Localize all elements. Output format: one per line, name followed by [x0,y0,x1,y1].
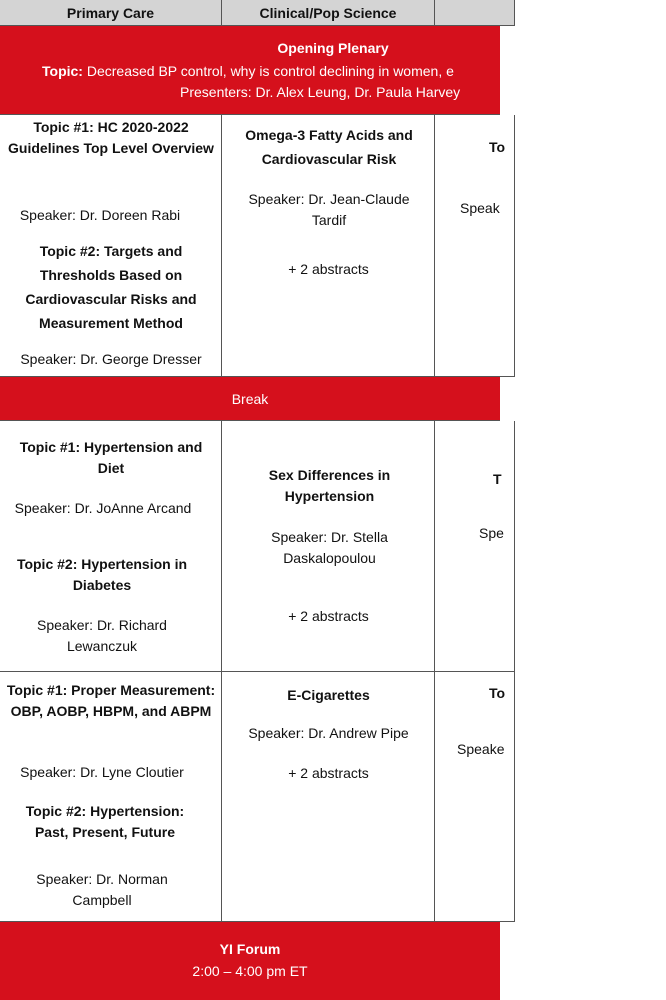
session2-primary-topic1: Topic #1: Hypertension and Diet [19,439,203,476]
session3-primary-topic2: Topic #2: Hypertension: Past, Present, Future [25,803,185,840]
session3-third-cell [435,672,515,922]
session3-primary-topic1: Topic #1: Proper Measurement: OBP, AOBP, HBPM, and ABPM [6,682,216,719]
session2-clinical-cell [222,421,435,672]
session3-clinical-abstracts: + 2 abstracts [288,765,369,781]
session3-third-speaker-fragment: Speake [457,741,505,757]
session1-primary-care-cell [0,115,222,377]
session1-third-title-fragment: To [489,139,506,155]
session2-primary-topic2: Topic #2: Hypertension in Diabetes [16,556,188,593]
yi-forum-title: YI Forum [219,941,281,957]
session1-clinical-title: Omega-3 Fatty Acids and Cardiovascular Risk [245,127,413,167]
break-band [0,377,500,421]
column-header-primary-care: Primary Care [0,0,222,26]
session2-third-speaker-fragment: Spe [479,525,504,541]
session1-primary-speaker1: Speaker: Dr. Doreen Rabi [19,207,181,223]
opening-plenary-band [0,26,500,115]
session3-clinical-cell [222,672,435,922]
column-header-clinical-pop-science: Clinical/Pop Science [222,0,435,26]
session2-clinical-abstracts: + 2 abstracts [288,608,369,624]
session2-primary-speaker1: Speaker: Dr. JoAnne Arcand [14,500,192,516]
session2-third-cell [435,421,515,672]
session1-clinical-cell [222,115,435,377]
session1-third-speaker-fragment: Speak [460,200,500,216]
session1-primary-speaker2: Speaker: Dr. George Dresser [20,351,202,367]
plenary-topic-label: Topic: [42,63,83,79]
session1-primary-topic2: Topic #2: Targets and Thresholds Based on Cardiovascular Risks and Measurement Method [25,243,197,331]
plenary-title: Opening Plenary [277,40,389,56]
session2-primary-speaker2: Speaker: Dr. Richard Lewanczuk [37,617,167,654]
session2-primary-care-cell [0,421,222,672]
session3-primary-speaker1: Speaker: Dr. Lyne Cloutier [20,764,184,780]
plenary-presenters: Presenters: Dr. Alex Leung, Dr. Paula Harvey [180,84,461,100]
session3-clinical-speaker: Speaker: Dr. Andrew Pipe [248,725,409,741]
column-header-third [435,0,515,26]
session3-primary-speaker2: Speaker: Dr. Norman Campbell [36,871,168,908]
break-label: Break [231,390,269,407]
yi-forum-band [0,922,500,1000]
session2-clinical-title: Sex Differences in Hypertension [268,467,391,504]
plenary-topic [42,63,454,79]
session3-third-title-fragment: To [489,685,506,701]
session1-clinical-speaker: Speaker: Dr. Jean-Claude Tardif [248,191,410,228]
session2-third-title-fragment: T [493,471,502,487]
yi-forum-time: 2:00 – 4:00 pm ET [192,963,308,979]
session1-clinical-abstracts: + 2 abstracts [288,261,369,277]
session1-third-cell [435,115,515,377]
plenary-topic-text: Decreased BP control, why is control declining in women, e [86,63,454,79]
session1-primary-topic1: Topic #1: HC 2020-2022 Guidelines Top Level Overview [8,119,214,156]
session3-primary-care-cell [0,672,222,922]
session2-clinical-speaker: Speaker: Dr. Stella Daskalopoulou [271,529,388,566]
session3-clinical-title: E-Cigarettes [287,687,370,703]
